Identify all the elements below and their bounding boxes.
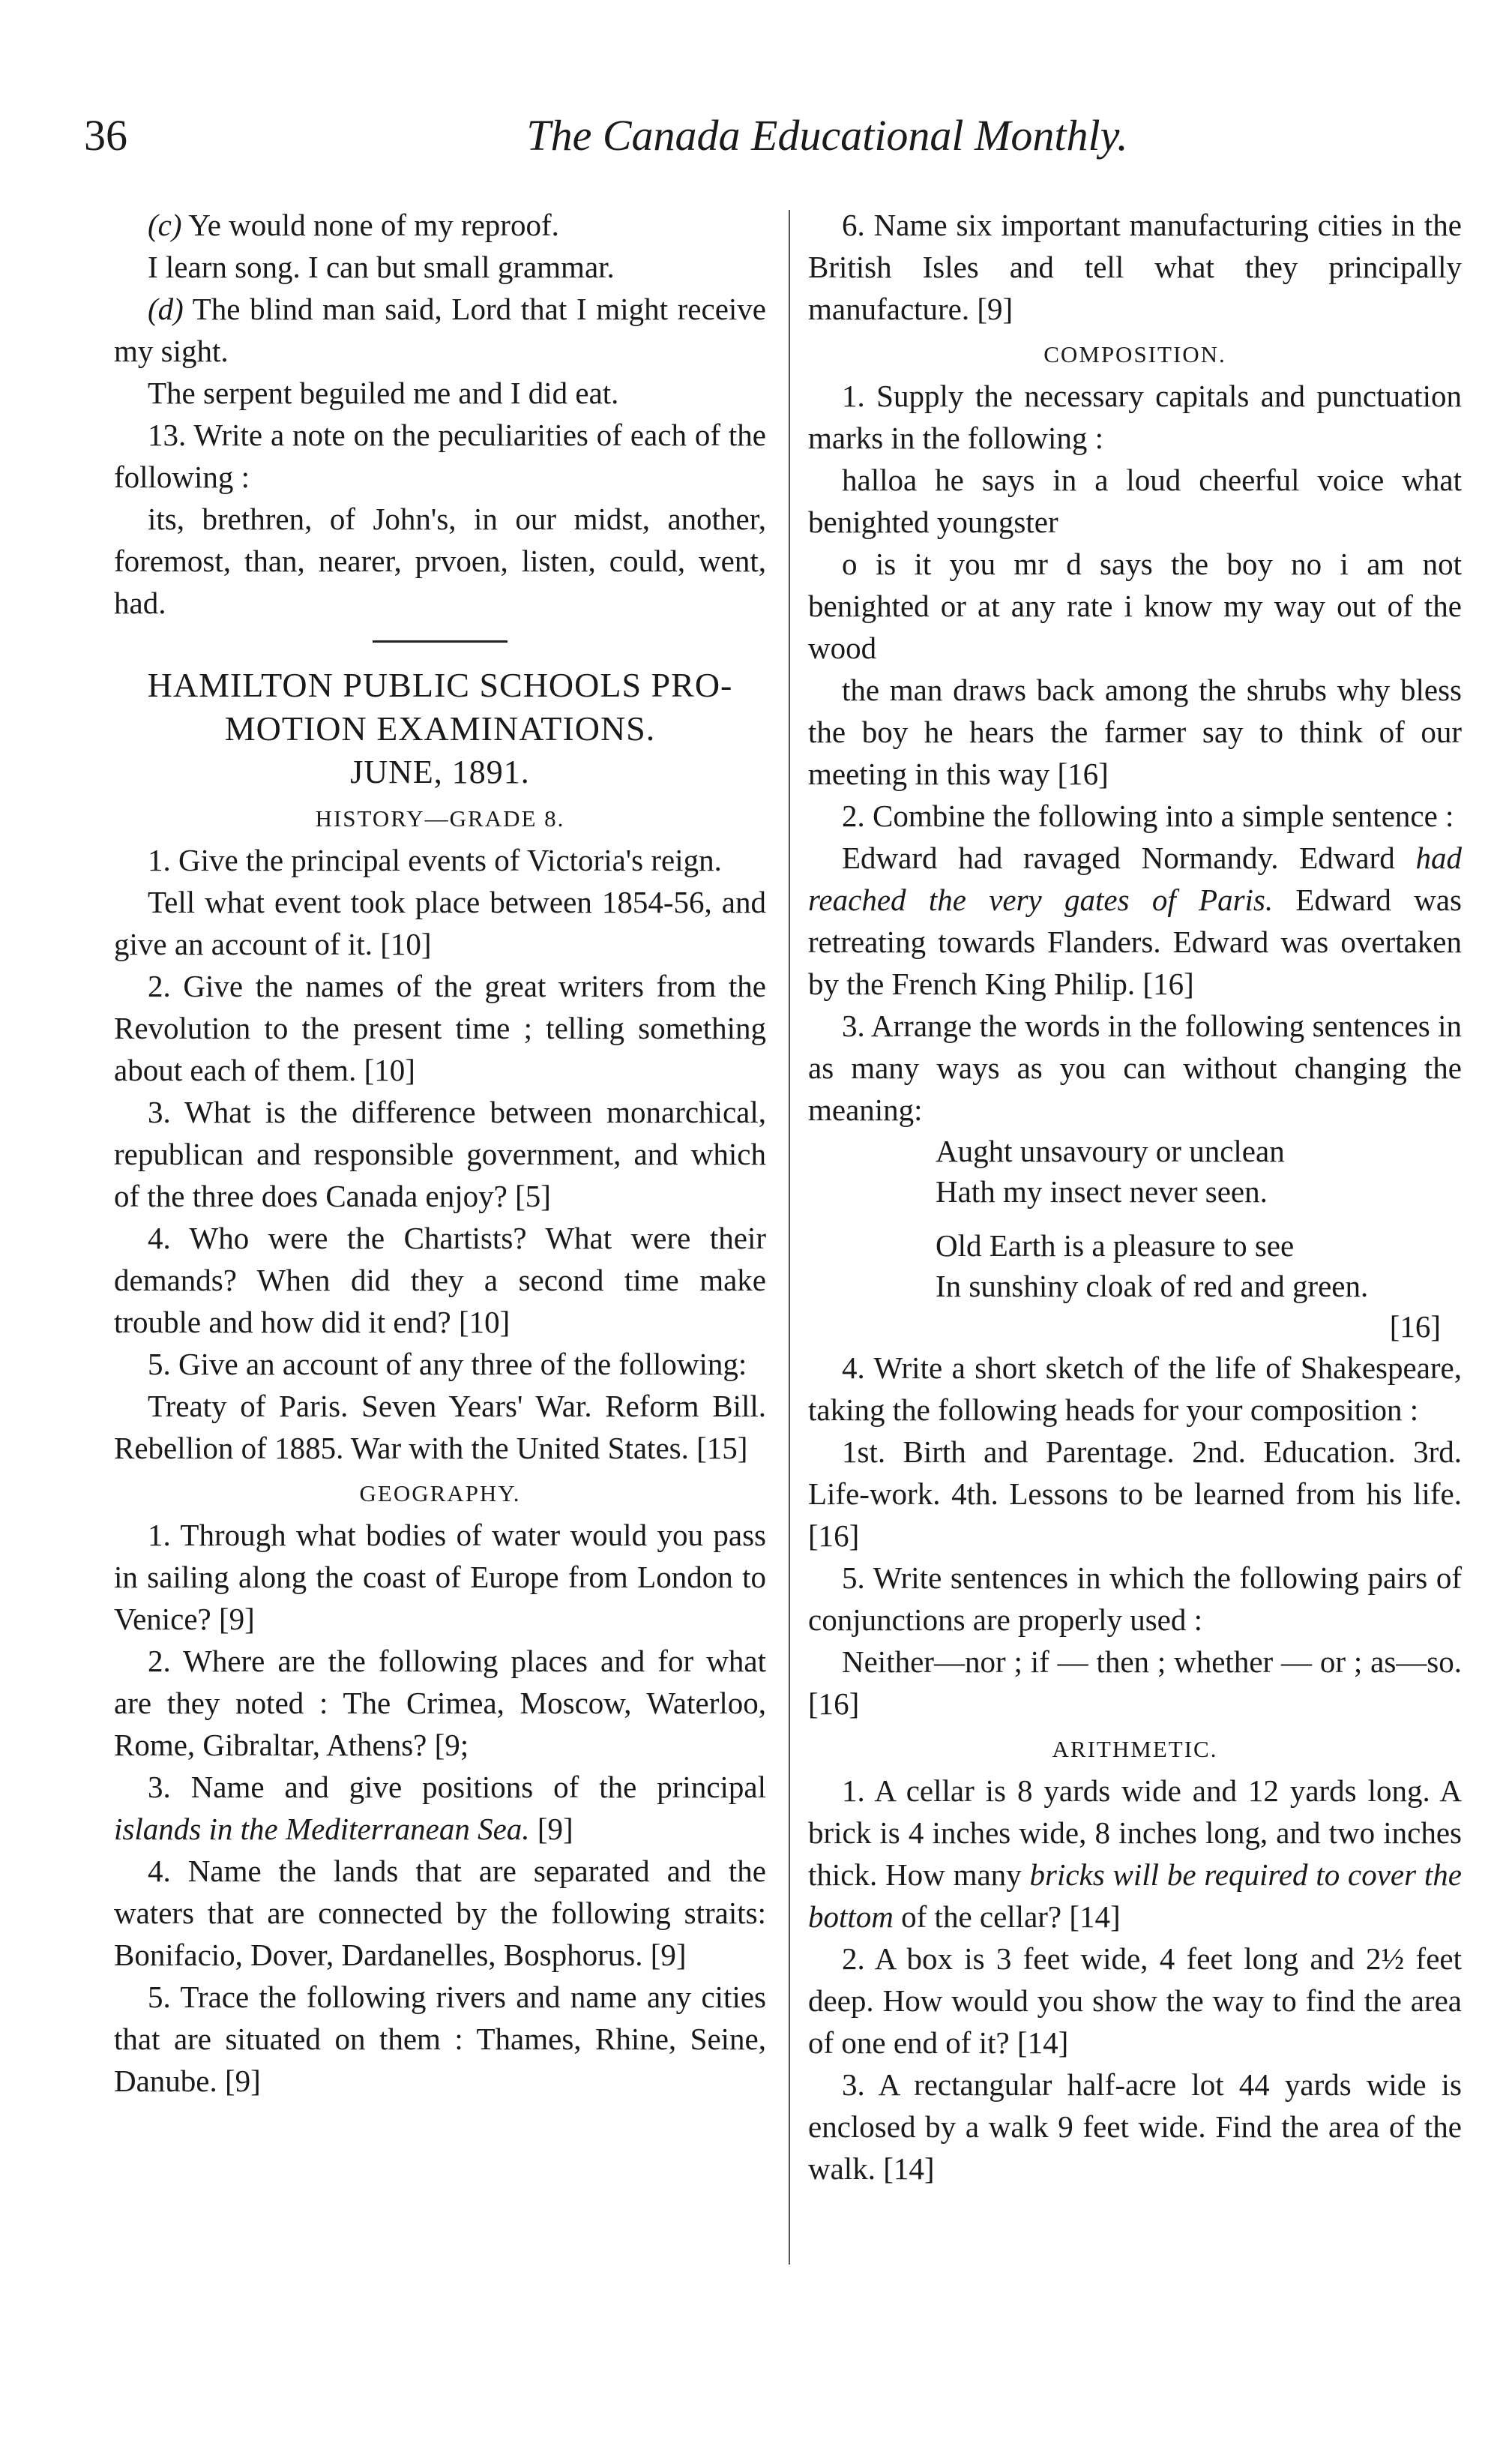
geography-q3 — [114, 1766, 766, 1850]
history-q1: 1. Give the principal events of Victoria's reign. — [148, 843, 722, 877]
geography-q3-c: [9] — [529, 1812, 573, 1846]
exam-heading-line1: HAMILTON PUBLIC SCHOOLS PRO- — [147, 666, 733, 704]
poem-line-2: Hath my insect never seen. — [936, 1174, 1268, 1209]
exam-date: JUNE, 1891. — [350, 754, 530, 790]
column-divider — [789, 210, 790, 2265]
composition-heading: COMPOSITION. — [1043, 341, 1226, 367]
history-q2: 2. Give the names of the great writers from the Revolution to the present time ; telling something about each of them. [10] — [114, 969, 766, 1087]
arithmetic-q1 — [808, 1770, 1462, 1938]
history-q1b: Tell what event took place between 1854-56, and give an account of it. [10] — [114, 885, 766, 961]
left-column — [114, 204, 766, 2102]
exam-heading-line2: MOTION EXAMINATIONS. — [224, 709, 656, 748]
text-d2: The serpent beguiled me and I did eat. — [148, 376, 619, 410]
composition-q1-text3: the man draws back among the shrubs why bless the boy he hears the farmer say to think of our meeting in this way [16] — [808, 673, 1462, 791]
history-q3: 3. What is the difference between monarchical, republican and responsible government, and which of the three does Canada enjoy? [5] — [114, 1095, 766, 1213]
text-d1: The blind man said, Lord that I might receive my sight. — [114, 292, 766, 368]
poem-line-1: Aught unsavoury or unclean — [936, 1134, 1285, 1168]
history-heading: HISTORY—GRADE 8. — [315, 805, 565, 832]
poem-block — [808, 1131, 1462, 1347]
exercise-c — [114, 204, 766, 246]
exercise-d — [114, 288, 766, 372]
page-number: 36 — [84, 111, 127, 160]
composition-q5-pairs: Neither—nor ; if — then ; whether — or ; as—so. [16] — [808, 1644, 1462, 1721]
right-column — [808, 204, 1462, 2190]
geography-q5: 5. Trace the following rivers and name any cities that are situated on them : Thames, Rhine, Seine, Danube. [9] — [114, 1980, 766, 2098]
geography-q3-a: 3. Name and give positions of the principal — [148, 1770, 766, 1804]
composition-q1-text1: halloa he says in a loud cheerful voice what benighted youngster — [808, 463, 1462, 539]
composition-q1: 1. Supply the necessary capitals and punctuation marks in the following : — [808, 379, 1462, 455]
section-rule — [373, 640, 507, 643]
geography-q1: 1. Through what bodies of water would you pass in sailing along the coast of Europe from London to Venice? [9] — [114, 1518, 766, 1636]
poem-line-4: In sunshiny cloak of red and green. — [936, 1269, 1369, 1303]
label-d: (d) — [148, 292, 184, 326]
composition-q4-heads: 1st. Birth and Parentage. 2nd. Education. 3rd. Life-work. 4th. Lessons to be learned from his life. [16] — [808, 1434, 1462, 1553]
geography-q3-b: islands in the Mediterranean Sea. — [114, 1812, 530, 1846]
geography-q4: 4. Name the lands that are separated and the waters that are connected by the following straits: Bonifacio, Dover, Dardanelles, Bosphorus. [9] — [114, 1854, 766, 1972]
history-q5-items: Treaty of Paris. Seven Years' War. Reform Bill. Rebellion of 1885. War with the United States. [15] — [114, 1389, 766, 1465]
question-13: 13. Write a note on the peculiarities of each of the following : — [114, 418, 766, 494]
arithmetic-q1-c: of the cellar? [14] — [893, 1899, 1121, 1934]
arithmetic-q1-b: bricks will be required to cover the bottom — [808, 1857, 1462, 1934]
arithmetic-q3: 3. A rectangular half-acre lot 44 yards wide is enclosed by a walk 9 feet wide. Find the area of the walk. [14] — [808, 2067, 1462, 2186]
poem-line-3: Old Earth is a pleasure to see — [936, 1228, 1295, 1263]
composition-q3: 3. Arrange the words in the following sentences in as many ways as you can without changing the meaning: — [808, 1009, 1462, 1127]
geography-q2: 2. Where are the following places and for what are they noted : The Crimea, Moscow, Waterloo, Rome, Gibraltar, Athens? [9; — [114, 1644, 766, 1762]
composition-q5: 5. Write sentences in which the following pairs of conjunctions are properly used : — [808, 1560, 1462, 1637]
composition-q2-a: Edward had ravaged Normandy. Edward — [842, 841, 1416, 875]
arithmetic-q1-a: 1. A cellar is 8 yards wide and 12 yards long. A brick is 4 inches wide, 8 inches long, and two inches thick. How many — [808, 1773, 1462, 1892]
poem-marks: [16] — [1389, 1309, 1441, 1344]
running-title: The Canada Educational Monthly. — [526, 111, 1128, 160]
text-c2: I learn song. I can but small grammar. — [148, 250, 615, 284]
question-13-words: its, brethren, of John's, in our midst, another, foremost, than, nearer, prvoen, listen, could, went, had. — [114, 502, 766, 620]
composition-q2-sentences — [808, 837, 1462, 1005]
composition-q2: 2. Combine the following into a simple sentence : — [842, 799, 1454, 833]
history-q5: 5. Give an account of any three of the following: — [148, 1347, 747, 1381]
arithmetic-heading: ARITHMETIC. — [1052, 1736, 1218, 1762]
geography-q6: 6. Name six important manufacturing cities in the British Isles and tell what they principally manufacture. [9] — [808, 208, 1462, 326]
text-c1: Ye would none of my reproof. — [181, 208, 559, 242]
composition-q2-b: had reached the very gates of Paris. — [808, 841, 1462, 917]
geography-heading: GEOGRAPHY. — [359, 1480, 521, 1506]
composition-q4: 4. Write a short sketch of the life of Shakespeare, taking the following heads for your composition : — [808, 1350, 1462, 1427]
arithmetic-q2: 2. A box is 3 feet wide, 4 feet long and 2½ feet deep. How would you show the way to find the area of one end of it? [14] — [808, 1941, 1462, 2060]
composition-q1-text2: o is it you mr d says the boy no i am not benighted or at any rate i know my way out of the wood — [808, 547, 1462, 665]
history-q4: 4. Who were the Chartists? What were their demands? When did they a second time make trouble and how did it end? [10] — [114, 1221, 766, 1339]
composition-q2-c: Edward was retreating towards Flanders. Edward was overtaken by the French King Philip. [16] — [808, 883, 1462, 1001]
label-c: (c) — [148, 208, 182, 242]
